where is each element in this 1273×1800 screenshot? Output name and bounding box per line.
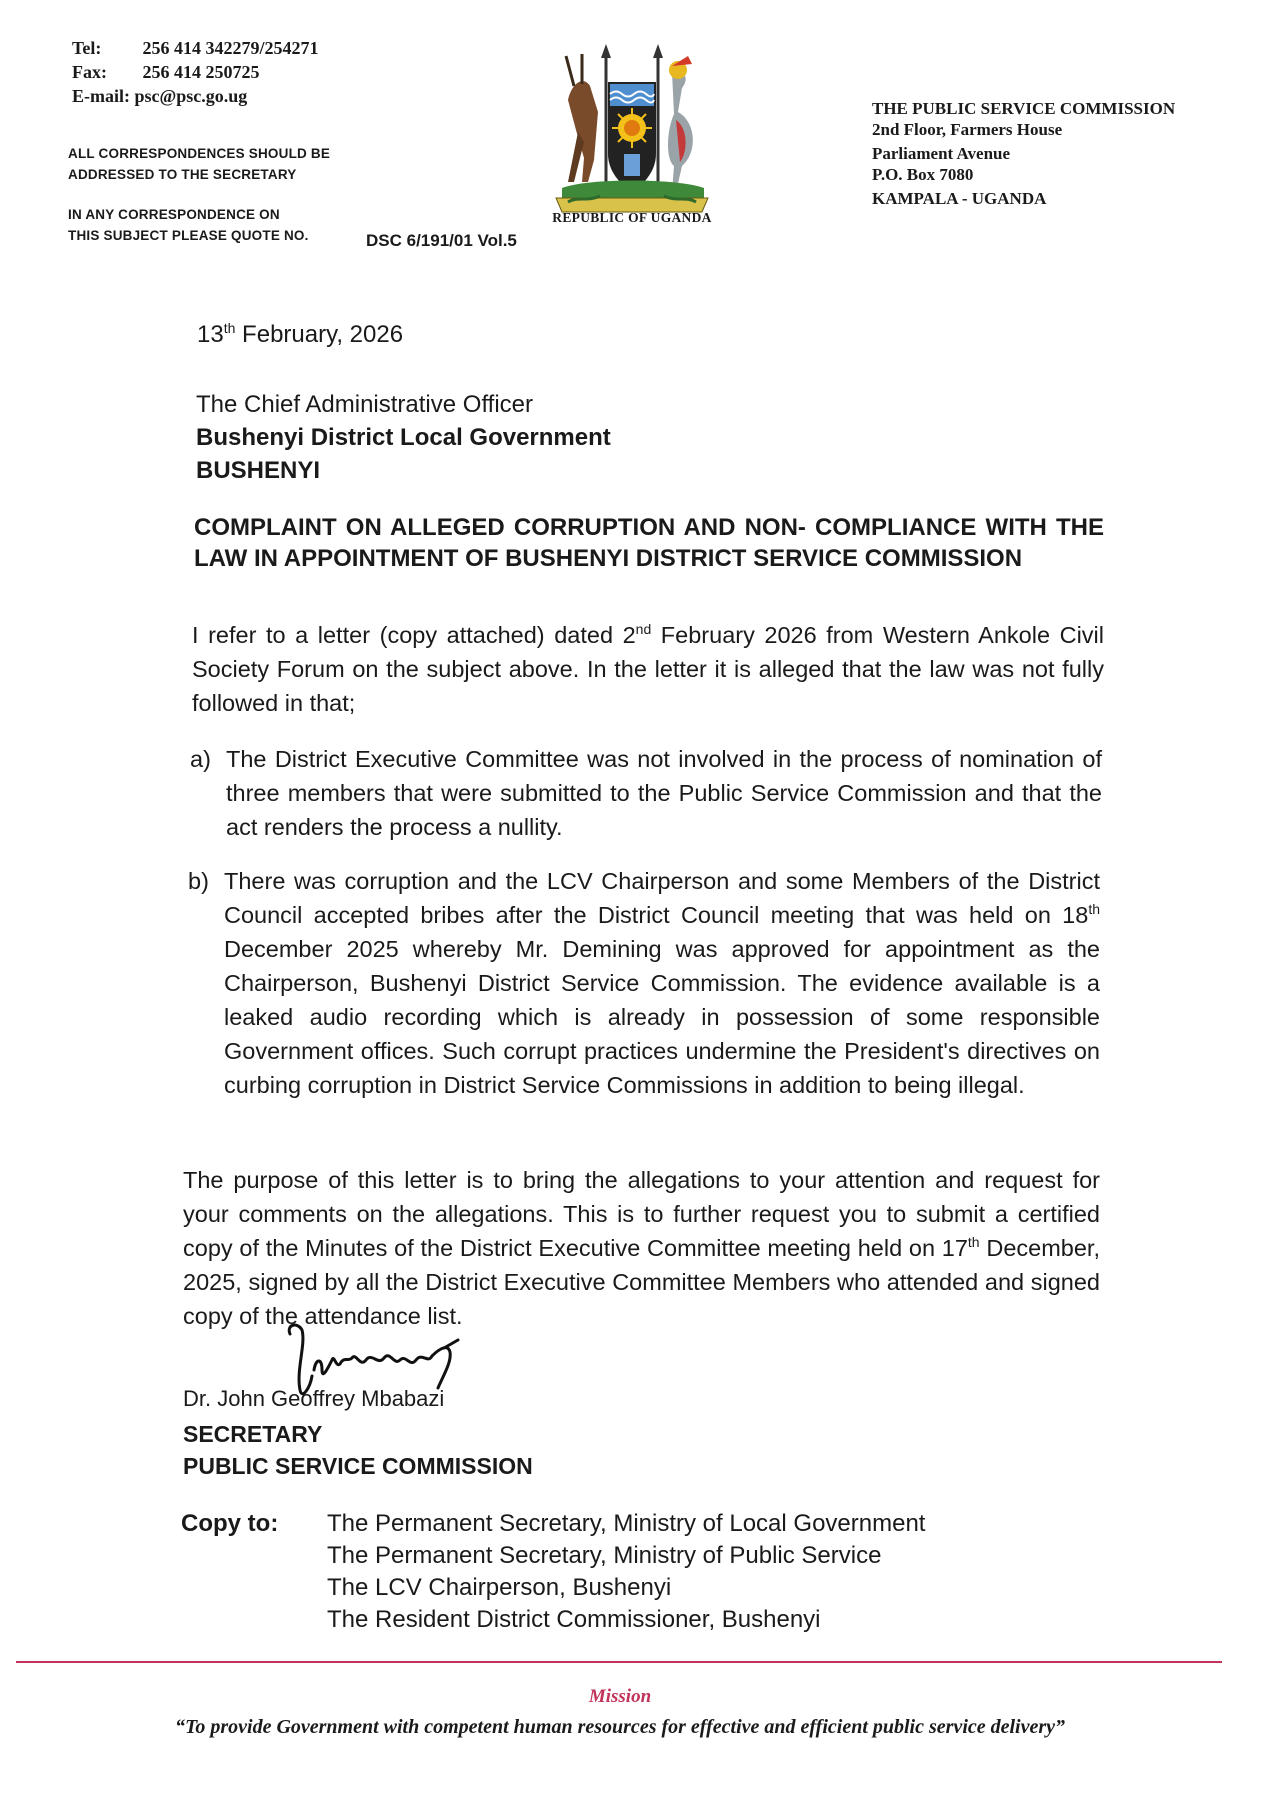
crest-caption: REPUBLIC OF UGANDA <box>552 210 712 225</box>
tel-value: 256 414 342279/254271 <box>142 38 319 58</box>
address-line: 2nd Floor, Farmers House <box>872 120 1063 139</box>
addressee-town: BUSHENYI <box>196 457 321 484</box>
signatory-title-block <box>183 1418 533 1482</box>
list-item <box>188 864 1100 1102</box>
copy-recipient: The Resident District Commissioner, Bushenyi <box>327 1606 821 1633</box>
paragraph-request: The purpose of this letter is to bring the allegations to your attention and request for your comments on the allegations. This is to further request you to submit a certified copy of the Minutes of the District Executive Committee meeting held on 17th December, 2025, signed by all the District Executive Committee Members who attended and signed copy of the attendance list. <box>183 1167 1100 1329</box>
email-value: psc@psc.go.ug <box>134 86 248 106</box>
copy-recipient: The Permanent Secretary, Ministry of Local Government <box>327 1510 926 1537</box>
footer-divider <box>16 1661 1222 1663</box>
address-line: Parliament Avenue <box>872 144 1011 163</box>
tel-label: Tel: <box>72 38 102 58</box>
addressee-block <box>196 388 611 487</box>
address-line: P.O. Box 7080 <box>872 165 974 184</box>
copy-to-label: Copy to: <box>181 1510 279 1537</box>
quote-note: IN ANY CORRESPONDENCE ON THIS SUBJECT PLEASE QUOTE NO. <box>68 207 309 243</box>
fax-value: 256 414 250725 <box>142 62 260 82</box>
correspondence-note: ALL CORRESPONDENCES SHOULD BE ADDRESSED TO THE SECRETARY <box>68 146 331 182</box>
email-label: E-mail: <box>72 86 130 106</box>
addressee-title: The Chief Administrative Officer <box>196 391 534 418</box>
mission-statement: “To provide Government with competent human resources for effective and efficient public service delivery” <box>174 1716 1066 1738</box>
list-text: There was corruption and the LCV Chairperson and some Members of the District Council accepted bribes after the District Council meeting that was held on 18th December 2025 whereby Mr. Demining was approved for appointment as the Chairperson, Bushenyi District Service Commission. The evidence available is a leaked audio recording which is already in possession of some responsible Government offices. Such corrupt practices undermine the President's directives on curbing corruption in District Service Commissions in addition to being illegal. <box>224 868 1100 1098</box>
fax-label: Fax: <box>72 62 107 82</box>
coat-of-arms-icon <box>548 42 716 222</box>
copy-recipient: The LCV Chairperson, Bushenyi <box>327 1574 672 1601</box>
contact-block <box>72 36 319 108</box>
addressee-org: Bushenyi District Local Government <box>196 424 611 451</box>
list-marker: b) <box>188 868 209 894</box>
paragraph-intro: I refer to a letter (copy attached) dated 2nd February 2026 from Western Ankole Civil Society Forum on the subject above. In the letter it is alleged that the law was not fully followed in that; <box>192 621 1104 716</box>
commission-address <box>872 98 1175 209</box>
list-marker: a) <box>190 746 211 772</box>
list-text: The District Executive Committee was not involved in the process of nomination of three members that were submitted to the Public Service Commission and that the act renders the process a nullity. <box>226 746 1102 840</box>
subject-heading: COMPLAINT ON ALLEGED CORRUPTION AND NON- COMPLIANCE WITH THE LAW IN APPOINTMENT OF BUSHENYI DISTRICT SERVICE COMMISSION <box>194 514 1104 572</box>
signatory-name: Dr. John Geoffrey Mbabazi <box>183 1386 445 1411</box>
signatory-title: SECRETARY <box>183 1421 323 1447</box>
reference-number: DSC 6/191/01 Vol.5 <box>366 231 517 250</box>
list-item <box>190 742 1102 844</box>
copy-to-list <box>327 1508 925 1636</box>
commission-name: THE PUBLIC SERVICE COMMISSION <box>872 99 1176 118</box>
address-line: KAMPALA - UGANDA <box>872 189 1047 208</box>
signatory-org: PUBLIC SERVICE COMMISSION <box>183 1453 533 1479</box>
mission-title: Mission <box>588 1686 652 1707</box>
letter-date: 13th February, 2026 <box>197 320 404 348</box>
copy-recipient: The Permanent Secretary, Ministry of Public Service <box>327 1542 882 1569</box>
